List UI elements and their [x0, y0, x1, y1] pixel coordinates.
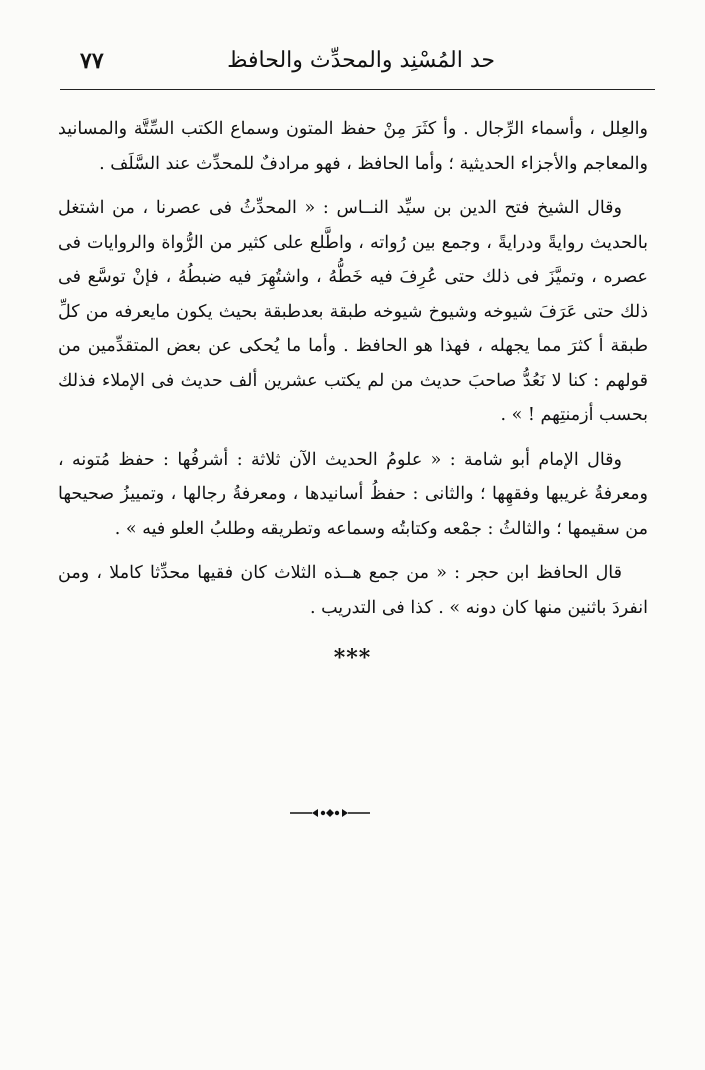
page-number: ٧٧: [80, 48, 104, 74]
body-text: [58, 112, 648, 625]
ornamental-divider-icon: [290, 808, 370, 818]
paragraph-1: والعِلل ، وأسماء الرِّجال . وأ كثَرَ مِنْ حفظ المتون وسماع الكتب السِّتَّة والمسانيد والمعاجم والأجزاء الحديثية ؛ وأما الحافظ ، فهو مرادفٌ للمحدِّث عند السَّلَف .: [58, 119, 648, 174]
paragraph-4: قال الحافظ ابن حجر : « من جمع هــذه الثلاث كان فقيها محدِّثا كاملا ، ومن انفردَ باثنين منها كان دونه » . كذا فى التدريب .: [58, 563, 648, 618]
section-separator: ***: [333, 645, 372, 671]
paragraph-2: وقال الشيخ فتح الدين بن سيِّد النــاس : « المحدِّثُ فى عصرنا ، من اشتغل بالحديث روايةً ودرايةً ، وجمع بين رُواته ، واطَّلع على كثير من الرُّواة والروايات فى عصره ، وتميَّزَ فى ذلك حتى عُرِفَ فيه خَطُّهُ ، واشتُهِرَ فيه ضبطُهُ ، فإنْ توسَّع فى ذلك حتى عَرَفَ شيوخه وشيوخ شيوخه طبقة بعدطبقة بحيث يكون مايعرفه من كلِّ طبقة أ كثرَ مما يجهله ، فهذا هو الحافظ . وأما ما يُحكى عن بعض المتقدِّمين من قولهم : كنا لا نَعُدُّ صاحبَ حديث من لم يكتب عشرين ألف حديث فى الإملاء فذلك بحسب أزمنتِهم ! » .: [58, 198, 648, 425]
page-header: [60, 40, 645, 90]
header-rule: [60, 89, 655, 90]
paragraph-3: وقال الإمام أبو شامة : « علومُ الحديث الآن ثلاثة : أشرفُها : حفظ مُتونه ، ومعرفةُ غريبها وفقهِها ؛ والثانى : حفظُ أسانيدها ، ومعرفةُ رجالها ، وتمييزُ صحيحها من سقيمها ؛ والثالثُ : جمْعه وكتابتُه وسماعه وتطريقه وطلبُ العلو فيه » .: [58, 449, 648, 539]
running-title: حد المُسْنِد والمحدِّث والحافظ: [227, 48, 495, 73]
